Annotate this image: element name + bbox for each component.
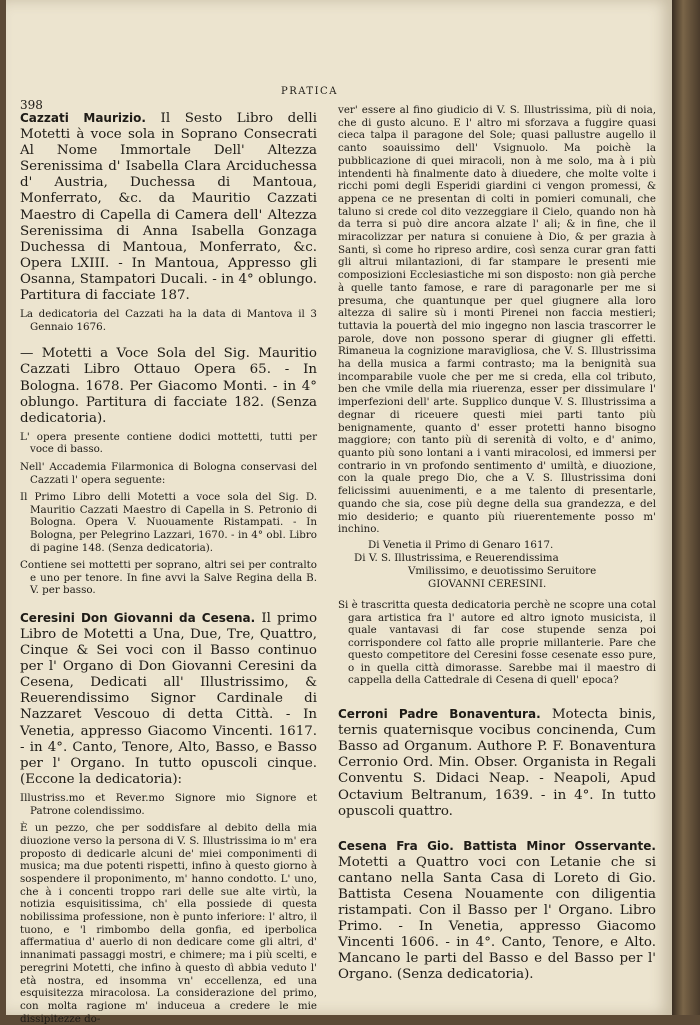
entry-cesena [338, 838, 656, 984]
note-salve-regina: Contiene sei mottetti per soprano, altri sei per contralto e uno per tenore. In fine avvi la Salve Regina della B. V. per basso. [20, 559, 317, 597]
letter-date: Di Venetia il Primo di Genaro 1617. [368, 538, 554, 551]
note-accademia: Nell' Accademia Filarmonica di Bologna conservasi del Cazzati l' opera seguente: [20, 460, 317, 486]
entry-ceresini [20, 610, 317, 788]
running-title: PRATICA [281, 86, 338, 97]
entry-heading-cazzati: Cazzati Maurizio. [20, 111, 146, 125]
letter-text: È un pezzo, che per soddisfare al debito della mia diuozione verso la persona di V. S. Illustrissima io m' era proposto di dedicarle alcuni de' miei componimenti di musica; ma due potenti rispetti, infino à questo giorno à sospendere il proponimento, m' hanno condotto. L' uno, che à i concenti troppo rari delle sue alte virtù, la notizia esquisitissima, ch' ella possiede di questa nobilissima professione, non è punto inferiore: l' altro, il tuono, e 'l rimbombo della gonfia, ed iperbolica affermatiua d' auerlo di non dedicare come gli altri, d' innanimati passaggi mostri, e chimere; ma i più scelti, e peregrini Motetti, che infino à questo dì abbia veduto l' età nostra, ed insomma vn' eccellenza, ed una esquisitezza miracolosa. La considerazione del primo, con molta ragione m' induceua a credere le mie dissipitezze do- [20, 822, 317, 1025]
entry-text-cesena: Motetti a Quattro voci con Letanie che si cantano nella Santa Casa di Loreto di Gio. Battista Cesena Nouamente con diligentia ristampati. Con il Basso per l' Organo. Libro Primo. - In Venetia, appresso Giacomo Vincenti 1606. - in 4°. Canto, Tenore, e Alto. Mancano le parti del Basso e del Basso per l' Organo. (Senza dedicatoria). [338, 854, 656, 983]
note-cazzati-date: La dedicatoria del Cazzati ha la data di Mantova il 3 Gennaio 1676. [20, 308, 317, 333]
letter-signature: GIOVANNI CERESINI. [428, 577, 547, 590]
note-primo-libro: Il Primo Libro delli Motetti a voce sola del Sig. D. Mauritio Cazzati Maestro di Capella in S. Petronio di Bologna. Opera V. Nuouamente Ristampati. - In Bologna, per Pelegrino Lazzari, 1670. - in 4° obl. Libro di pagine 148. (Senza dedicatoria). [20, 491, 317, 554]
letter-servant: Vmilissimo, e deuotissimo Seruitore [408, 564, 597, 577]
book-page [6, 0, 672, 1025]
entry-cerroni [338, 706, 656, 820]
left-column [20, 110, 318, 1025]
page-number: 398 [20, 98, 43, 112]
letter-salutation: Illustriss.mo et Rever.mo Signore mio Signore et Patrone colendissimo. [20, 791, 317, 817]
letter-continuation: ver' essere al fino giudicio di V. S. Illustrissima, più di noia, che di gusto alcuno. E l' altro mi sforzava a fuggire quasi cieca talpa il paragone del Sole; quasi pallustre augello il canto soauissimo dell' Vsignuolo. Ma poichè la pubblicazione di quei miracoli, non à me solo, ma à i più intendenti hà finalmente dato à diuedere, che molte volte i ricchi pomi degli Esperidi giardini ci vengon promessi, & appena ce ne presentan di colti in pomieri comunali, che taluno si crede col dito vezzeggiare il Cielo, quando non hà da terra si può dire ancora alzate l' ali; & in fine, che il miracolizzar per natura si conuiene à Dio, & per grazia à Santi, sì come ho ripreso ardire, così senza curar gran fatti gli altrui milantazioni, di far stampare le presenti mie composizioni Ecclesiastiche mi son disposto: non già perche à quelle tanto famose, e rare di paragonarle per me si presuma, che quantunque per quel giugnere alla loro altezza di salire sù i monti Pirenei non faccia mestieri; tuttavia la pouertà del mio ingegno non lascia trascorrer le parole, dove non possono sperar di giugner gli effetti. Rimaneua la cognizione maravigliosa, che V. S. Illustrissima ha della musica a farmi contrasto; ma la benignità sua incomparabile vuole che per me si creda, ella col tributo, ben che vmile della mia riuerenza, esser per dissimulare l' imperfezioni dell' arte. Supplico dunque V. S. Illustrissima a degnar di riceuere questi miei parti tanto più benignamente, quanto d' esser protetti hanno bisogno maggiore; con tanto più di serenità di volto, e d' animo, quanto più sono lontani a i vanti miracolosi, ed immersi per contrario in vn profondo sentimento d' umiltà, e diuozione, con la quale prego Dio, che a V. S. Illustrissima doni felicissimi auuenimenti, e a me talento di presentarle, quando che sia, cose più degne della sua grandezza, e del mio desiderio; e quanto più riuerentemente posso m' inchino. [338, 104, 656, 536]
entry-heading-ceresini: Ceresini Don Giovanni da Cesena. [20, 610, 256, 625]
entry-heading-cesena: Cesena Fra Gio. Battista Minor Osservante. [338, 838, 656, 853]
entry-heading-cerroni: Cerroni Padre Bonaventura. [338, 707, 541, 722]
right-column [338, 104, 656, 1004]
entry-text-cazzati: Il Sesto Libro delli Motetti à voce sola in Soprano Consecrati Al Nome Immortale Dell' Altezza Serenissima d' Isabella Clara Arciduchessa d' Austria, Duchessa di Mantoua, Monferrato, &c. da Mauritio Cazzati Maestro di Capella di Camera dell' Altezza Serenissima di Anna Isabella Gonzaga Duchessa di Mantoua, Monferrato, &c. Opera LXIII. - In Mantoua, Appresso gli Osanna, Stampatori Ducali. - in 4° oblungo. Partitura di facciate 187. [20, 111, 317, 304]
entry-motetti-cazzati: — Motetti a Voce Sola del Sig. Mauritio Cazzati Libro Ottauo Opera 65. - In Bologna. 1678. Per Giacomo Monti. - in 4° oblungo. Partitura di facciate 182. (Senza dedicatoria). [20, 346, 317, 426]
letter-closing: Di V. S. Illustrissima, e Reuerendissima [354, 551, 559, 564]
note-ceresini-comment: Si è trascritta questa dedicatoria perchè ne scopre una cotal gara artistica fra l' autore ed altro ignoto musicista, il quale vantavasi di far cose stupende senza poi corrispondere col fatto alle proprie millanterie. Pare che questo competitore del Ceresini fosse cesenate esso pure, o in quella città dimorasse. Sarebbe mai il maestro di cappella della Cattedrale di Cesena di quell' epoca? [338, 598, 656, 687]
entry-text-ceresini: Il primo Libro de Motetti a Una, Due, Tre, Quattro, Cinque & Sei voci con il Basso continuo per l' Organo di Don Giovanni Ceresini da Cesena, Dedicati all' Illustrissimo, & Reuerendissimo Signor Cardinale di Nazzaret Vescouo di detta Città. - In Venetia, appresso Giacomo Vincenti. 1617. - in 4°. Canto, Tenore, Alto, Basso, e Basso per l' Organo. In tutto opuscoli cinque. (Eccone la dedicatoria): [20, 610, 318, 787]
entry-cazzati [20, 110, 317, 304]
entry-text-cerroni: Motecta binis, ternis quaternisque vocibus concinenda, Cum Basso ad Organum. Authore P. F. Bonaventura Cerronio Ord. Min. Obser. Organista in Regali Conventu S. Didaci Neap. - Neapoli, Apud Octavium Beltranum, 1639. - in 4°. In tutto opuscoli quattro. [338, 707, 656, 819]
note-contents: L' opera presente contiene dodici mottetti, tutti per voce di basso. [20, 430, 317, 456]
book-spine [672, 0, 700, 1015]
